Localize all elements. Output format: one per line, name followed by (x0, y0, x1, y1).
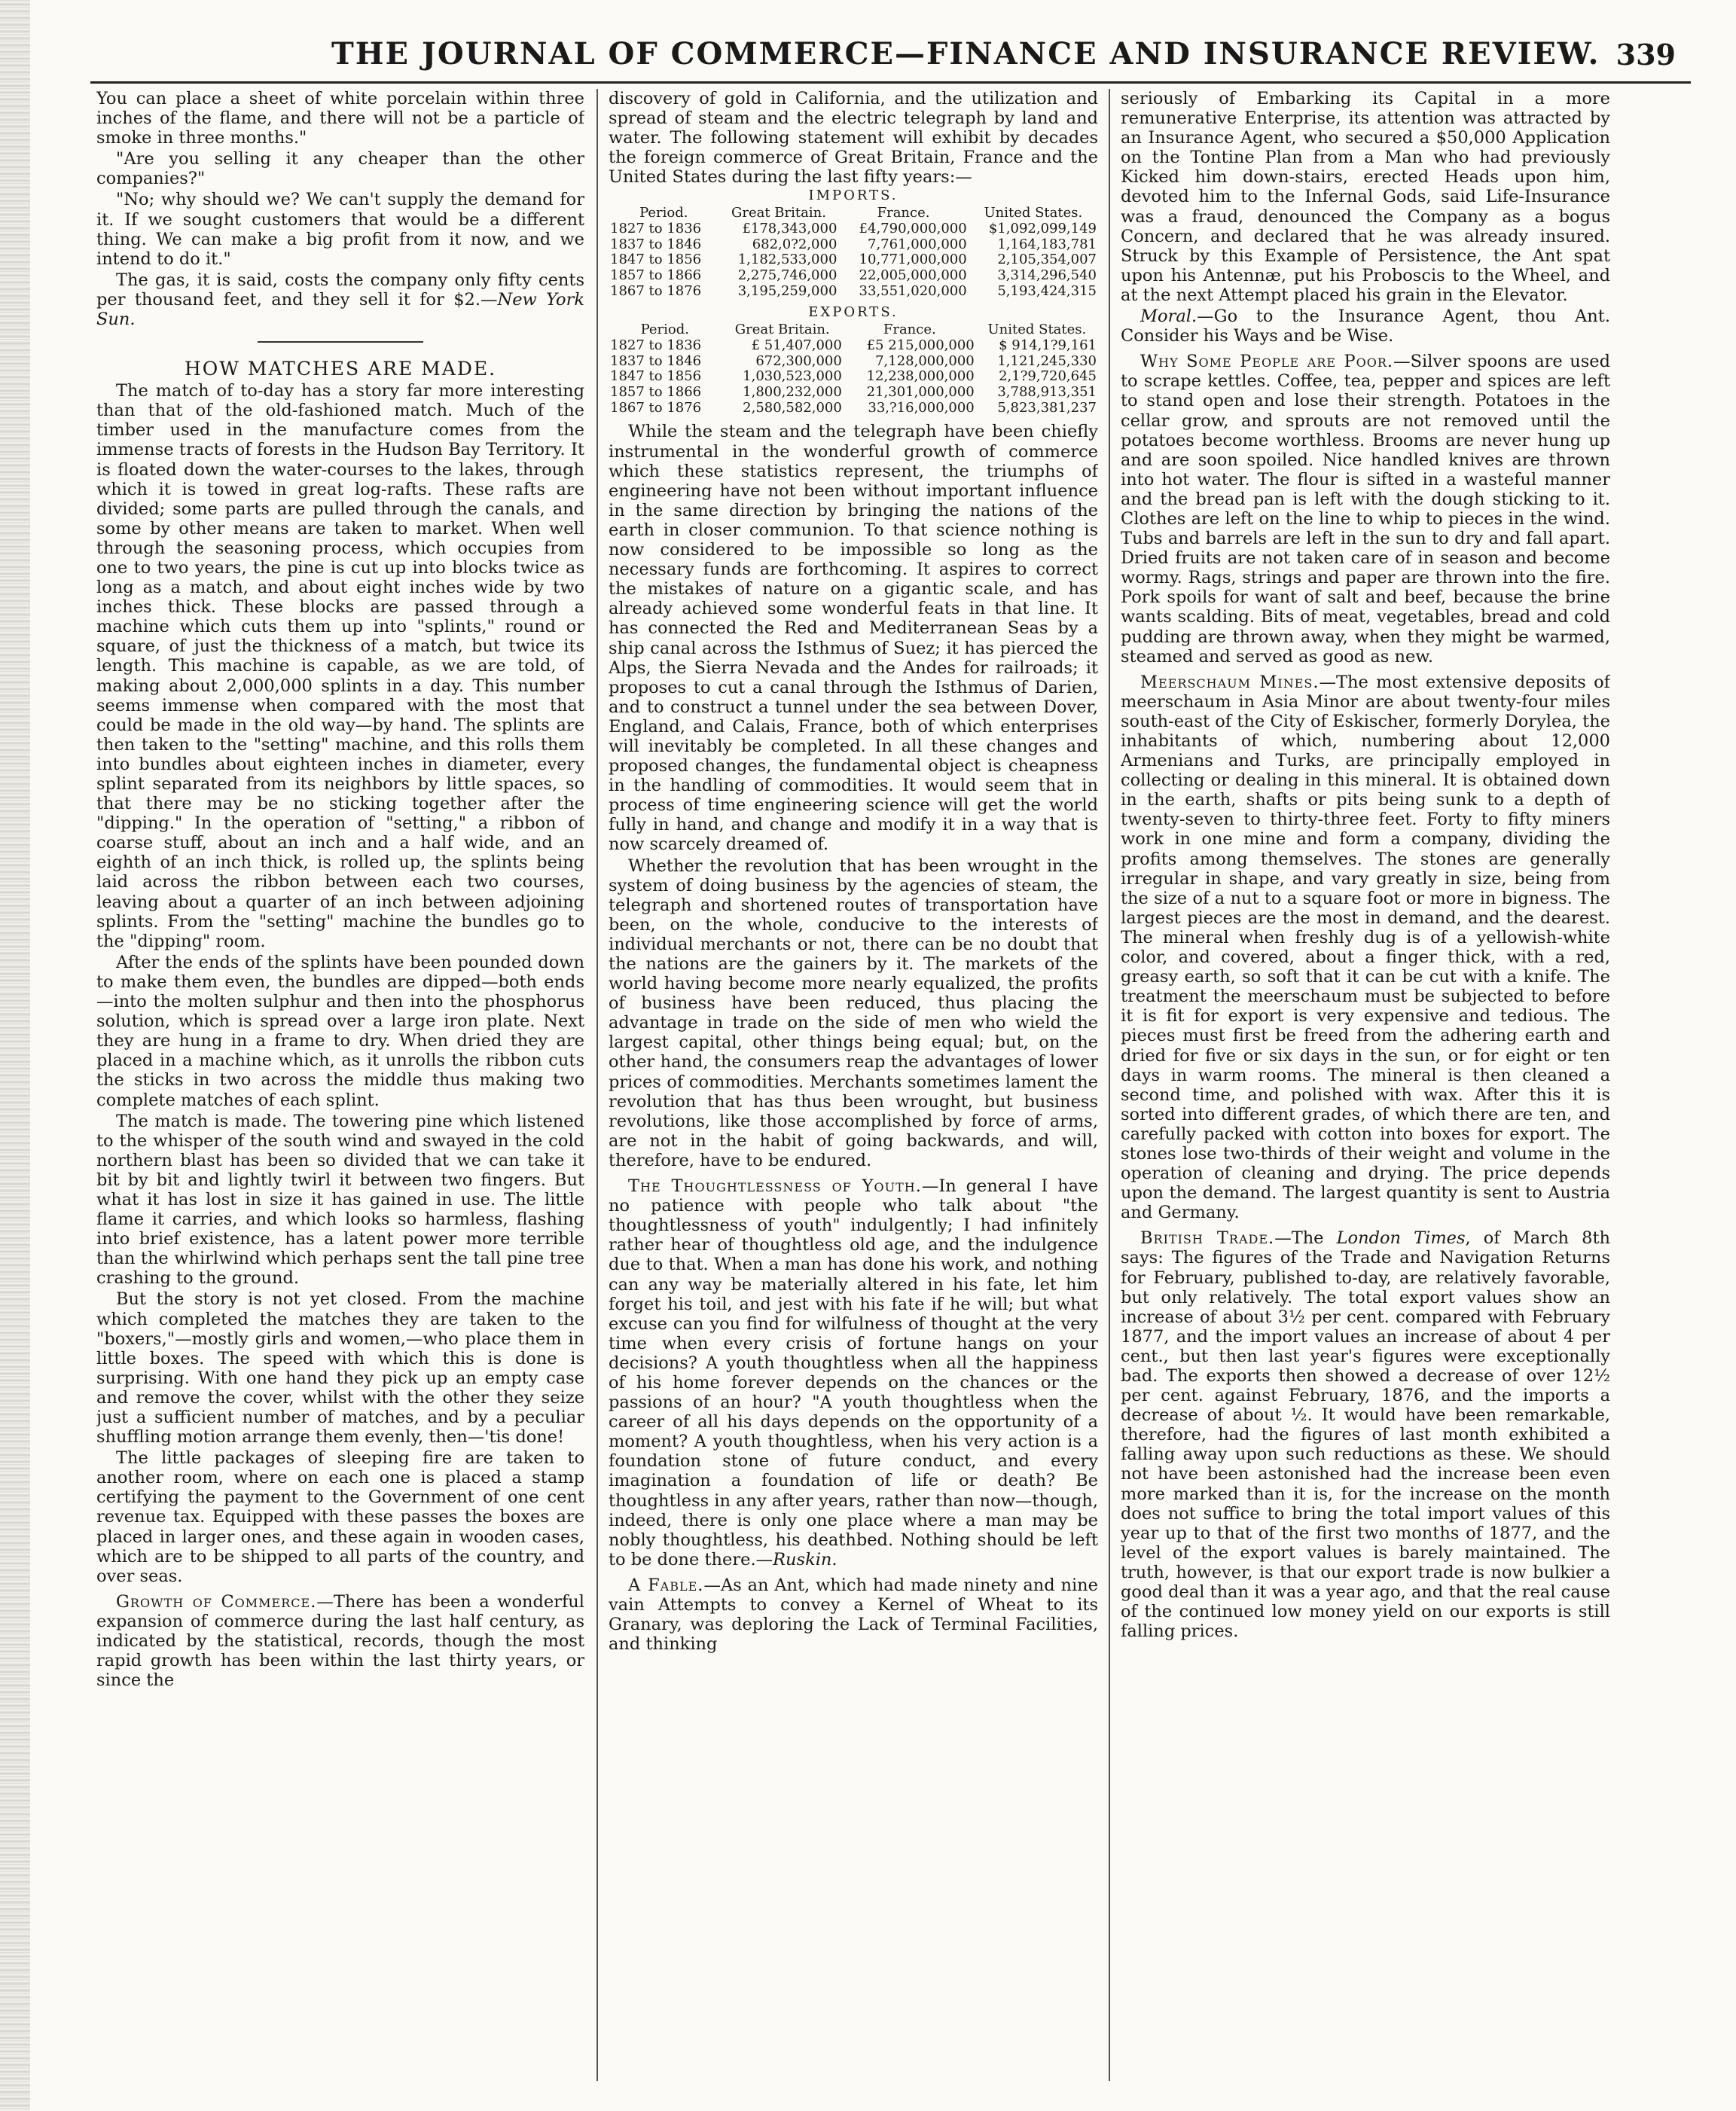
page-number: 339 (1615, 38, 1676, 72)
table-header: France. (877, 205, 930, 221)
poor-lead: Why Some People are Poor. (1140, 352, 1394, 372)
matches-paragraph: But the story is not yet closed. From the machine which completed the matches they are taken to the "boxers,"—mostly girls and women,—who place them in little boxes. The speed with which this is done is surprising. With one hand they pick up an empty case and remove the cover, whilst with the other they seize just a sufficient number of matches, and by a peculiar shuffling motion arrange them evenly, then—'tis done! (96, 1289, 584, 1447)
trade-text: , of March 8th says: The figures of the Trade and Navigation Returns for February, published to-day, are relatively favorable, but only relatively. The total export values show an increase of about 3½ per cent. compared with February 1877, and the import values an increase of about 4 per cent., but then last year's figures were exceptionally bad. The exports then showed a decrease of over 12½ per cent. against February, 1876, and the imports a decrease of about ½. It would have been remarkable, therefore, had the figures of last month exhibited a falling away upon such reductions as these. We should not have been astonished had the increase been even more marked than it is, for the increase on the month does not suffice to bring the total import values of this year up to that of the first two months of 1877, and the level of the export values is barely maintained. The truth, however, is that our export trade is now bulkier a good deal than it was a year ago, and that the real cause of the continued low money yield on our exports is still falling prices. (1121, 1228, 1610, 1642)
table-cell: 1827 to 1836 (610, 337, 702, 354)
table-row (609, 268, 1098, 284)
youth-lead: The Thoughtlessness of Youth. (628, 1176, 922, 1197)
table-cell: 7,128,000,000 (875, 352, 975, 369)
table-header: Great Britain. (731, 205, 826, 221)
poor-text: —Silver spoons are used to scrape kettles. Coffee, tea, pepper and spices are left to stand open and lose their strength. Potatoes in the cellar grow, and sprouts are not removed until the potatoes become worthless. Brooms are never hung up and are soon spoiled. Nice handled knives are thrown into hot water. The flour is sifted in a wasteful manner and the bread pan is left with the dough sticking to it. Clothes are left on the line to whip to pieces in the wind. Tubs and barrels are left in the sun to dry and fall apart. Dried fruits are not taken care of in season and become wormy. Rags, strings and paper are thrown into the fire. Pork spoils for want of salt and beef, because the brine wants scalding. Bits of meat, vegetables, bread and cold pudding are thrown away, when they might be warmed, steamed and served as good as new. (1121, 352, 1610, 667)
table-cell: 2,105,354,007 (997, 252, 1097, 268)
table-cell: $ 914,1?9,161 (999, 337, 1097, 354)
gas-paragraph: "No; why should we? We can't supply the demand for it. If we sought customers that would be a different thing. We can make a big profit from it now, and we intend to do it." (96, 190, 584, 269)
table-cell: 1857 to 1866 (610, 267, 702, 284)
table-cell: 1,121,245,330 (997, 352, 1097, 369)
table-header: Period. (639, 205, 688, 221)
table-cell: 3,195,259,000 (737, 282, 837, 299)
gas-paragraph: "Are you selling it any cheaper than the other companies?" (96, 149, 584, 189)
growth-text: —There has been a wonderful expansion of commerce during the last half century, as indicated by the statistical, records, though the most rapid growth has been within the last thirty years, or since the (96, 1591, 584, 1691)
column-rule-1 (596, 89, 598, 2081)
column-2 (609, 89, 1098, 2088)
table-cell: 2,580,582,000 (743, 399, 842, 416)
table-cell: 5,823,381,237 (997, 399, 1097, 416)
masthead (90, 29, 1691, 84)
matches-heading: HOW MATCHES ARE MADE. (184, 358, 497, 380)
gas-text: The gas, it is said, costs the company only fifty cents per thousand feet, and they sell it for $2.— (96, 270, 584, 310)
table-header: Great Britain. (734, 322, 830, 338)
table-cell: 33,551,020,000 (859, 282, 967, 299)
table-cell: 1847 to 1856 (610, 368, 702, 385)
table-cell: 1847 to 1856 (610, 252, 702, 268)
youth-source: Ruskin. (773, 1549, 837, 1570)
column-rule-2 (1109, 89, 1110, 2081)
growth-paragraph: Whether the revolution that has been wrought in the system of doing business by the agencies of steam, the telegraph and shortened routes of transportation have been, on the whole, conducive to the interests of individual merchants or not, there can be no doubt that the nations are the gainers by it. The markets of the world having become more nearly equalized, the profits of business have been reduced, thus placing the advantage in trade on the side of men who wield the largest capital, other things being equal; but, on the other hand, the consumers reap the advantages of lower prices of commodities. Merchants sometimes lament the revolution that has thus been wrought, but business revolutions, like those accomplished by force of arms, are not in the habit of going backwards, and will, therefore, have to be endured. (609, 856, 1098, 1170)
table-cell: 1837 to 1846 (610, 352, 702, 369)
table-cell: 1827 to 1836 (610, 221, 702, 237)
gas-paragraph: You can place a sheet of white porcelain within three inches of the flame, and there will not be a particle of smoke in three months." (96, 89, 584, 148)
meerschaum-text: —The most extensive deposits of meerschaum in Asia Minor are about twenty-four miles south-east of the City of Eskischer, formerly Dorylea, the inhabitants of which, numbering about 12,000 Armenians and Turks, are principally employed in collecting or dealing in this mineral. It is obtained down in the earth, shafts or pits being sunk to a depth of twenty-seven to thirty-three feet. Forty to fifty miners work in one mine and form a company, dividing the profits among themselves. The stones are generally irregular in shape, and vary greatly in size, being from the size of a nut to a square foot or more in bigness. The largest pieces are the most in demand, and the dearest. The mineral when freshly dug is of a yellowish-white color, and covered, about a finger thick, with a red, greasy earth, so soft that it can be cut with a knife. The treatment the meerschaum must be subjected to before it is fit for export is very expensive and tedious. The pieces must first be freed from the adhering earth and dried for five or six days in the sun, or for eight or ten days in warm rooms. The mineral is then cleaned a second time, and polished with wax. After this it is sorted into different grades, of which there are ten, and carefully packed with cotton into boxes for export. The stones lose two-thirds of their weight and volume in the operation of cleaning and drying. The price depends upon the demand. The largest quantity is sent to Austria and Germany. (1121, 672, 1610, 1223)
moral-paragraph (1121, 307, 1610, 346)
gas-source: New York Sun. (96, 289, 584, 330)
table-cell: 672,300,000 (755, 352, 842, 369)
table-cell: £4,790,000,000 (859, 221, 967, 237)
table-cell: 3,314,296,540 (997, 267, 1097, 284)
table-cell: 682,0?2,000 (752, 236, 837, 252)
table-cell: £5 215,000,000 (866, 337, 975, 354)
trade-lead: British Trade. (1140, 1228, 1275, 1249)
matches-paragraph: The match of to-day has a story far more interesting than that of the old-fashioned match. Much of the timber used in the manufacture comes from the immense tracts of forests in the Hudson Bay Territory. It is floated down the water-courses to the lakes, through which it is towed in great log-rafts. These rafts are divided; some parts are pulled through the canals, and some by other means are taken to market. When well through the seasoning process, which occupies from one to two years, the pine is cut up into blocks twice as long as a match, and about eight inches wide by two inches thick. These blocks are passed through a machine which cuts them up into "splints," round or square, of just the thickness of a match, but twice its length. This machine is capable, as we are told, of making about 2,000,000 splints in a day. This number seems immense when compared with the most that could be made in the old way—by hand. The splints are then taken to the "setting" machine, and this rolls them into bundles about eighteen inches in diameter, every splint separated from its neighbors by little spaces, so that there may be no sticking together after the "dipping." In the operation of "setting," a ribbon of coarse stuff, about an inch and a half wide, and an eighth of an inch thick, is rolled up, the splints being laid across the ribbon between each two courses, leaving about a quarter of an inch between adjoining splints. From the "setting" machine the bundles go to the "dipping" room. (96, 381, 584, 951)
column-3 (1121, 89, 1610, 2088)
table-cell: 1867 to 1876 (610, 399, 702, 416)
youth-paragraph (609, 1176, 1098, 1570)
table-header: Period. (640, 322, 689, 338)
page-binding-edge (0, 0, 30, 2111)
table-row (609, 369, 1098, 385)
table-cell: 5,193,424,315 (997, 282, 1097, 299)
table-cell: 22,005,000,000 (859, 267, 967, 284)
fable-text: —As an Ant, which had made ninety and nine vain Attempts to convey a Kernel of Wheat to its Granary, was deploring the Lack of Terminal Facilities, and thinking (609, 1575, 1098, 1655)
table-cell: 3,788,913,351 (997, 384, 1097, 401)
table-cell: 2,1?9,720,645 (999, 368, 1097, 385)
table-cell: 10,771,000,000 (859, 252, 967, 268)
table-cell: $1,092,099,149 (988, 221, 1097, 237)
table-header: United States. (984, 205, 1083, 221)
matches-paragraph: The little packages of sleeping fire are taken to another room, where on each one is placed a stamp certifying the payment to the Government of one cent revenue tax. Equipped with these passes the boxes are placed in larger ones, and these again in wooden cases, which are to be shipped to all parts of the country, and over seas. (96, 1448, 584, 1586)
table-cell: 1,800,232,000 (743, 384, 842, 401)
imports-label: IMPORTS. (808, 188, 899, 204)
youth-text: —In general I have no patience with people who talk about "the thoughtlessness of youth" indulgently; I had infinitely rather hear of thoughtless old age, and the indulgence due to that. When a man has done his work, and nothing can any way be materially altered in his fate, let him forget his toil, and jest with his fate if he will; but what excuse can you find for wilfulness of thought at the very time when every crisis of fortune hangs on your decisions? A youth thoughtless when all the happiness of his home forever depends on the chances or the passions of an hour? "A youth thoughtless when the career of all his days depends on the opportunity of a moment? A youth thoughtless, when his very action is a foundation stone of future conduct, and every imagination a foundation of life or death? Be thoughtless in any after years, rather than now—though, indeed, there is only one place where a man may be nobly thoughtless, his deathbed. Nothing should be left to be done there.— (609, 1176, 1098, 1570)
table-cell: 1857 to 1866 (610, 384, 702, 401)
table-cell: 2,275,746,000 (737, 267, 837, 284)
poor-paragraph (1121, 352, 1610, 667)
table-row (609, 237, 1098, 253)
meerschaum-paragraph (1121, 673, 1610, 1223)
table-cell: 1,030,523,000 (743, 368, 842, 385)
table-cell: £ 51,407,000 (751, 337, 842, 354)
trade-paragraph (1121, 1228, 1610, 1641)
exports-label: EXPORTS. (808, 304, 899, 321)
table-cell: £178,343,000 (742, 221, 837, 237)
table-row (609, 252, 1098, 268)
matches-paragraph: After the ends of the splints have been pounded down to make them even, the bundles are dipped—both ends—into the molten sulphur and then into the phosphorus solution, which is spread over a large iron plate. Next they are hung in a frame to dry. When dried they are placed in a machine which, as it unrolls the ribbon cuts the sticks in two across the middle thus making two complete matches of each splint. (96, 952, 584, 1110)
trade-text: —The (1274, 1228, 1337, 1249)
gas-paragraph (96, 270, 584, 329)
table-cell: 1837 to 1846 (610, 236, 702, 252)
moral-text: —Go to the Insurance Agent, thou Ant. Consider his Ways and be Wise. (1121, 307, 1610, 346)
growth-paragraph: discovery of gold in California, and the utilization and spread of steam and the electric telegraph by land and water. The following statement will exhibit by decades the foreign commerce of Great Britain, France and the United States during the last fifty years:— (609, 89, 1098, 188)
growth-paragraph (96, 1592, 584, 1690)
exports-table (609, 322, 1098, 416)
table-cell: 1867 to 1876 (610, 282, 702, 299)
journal-title: THE JOURNAL OF COMMERCE—FINANCE AND INSURANCE REVIEW. (331, 36, 1600, 72)
section-divider (258, 341, 423, 343)
fable-paragraph (609, 1576, 1098, 1654)
exports-header-row (609, 322, 1098, 338)
column-1 (96, 89, 584, 2088)
table-cell: 7,761,000,000 (868, 236, 967, 252)
table-cell: 12,238,000,000 (866, 368, 975, 385)
meerschaum-lead: Meerschaum Mines. (1140, 672, 1320, 692)
growth-lead: Growth of Commerce. (116, 1591, 317, 1612)
table-row (609, 284, 1098, 300)
table-header: France. (883, 322, 936, 338)
trade-paper-name: London Times (1336, 1228, 1466, 1249)
fable-paragraph: seriously of Embarking its Capital in a more remunerative Enterprise, its attention was attracted by an Insurance Agent, who secured a $50,000 Application on the Tontine Plan from a Man who had previously Kicked him down-stairs, erected Heads upon him, devoted him to the Infernal Gods, said Life-Insurance was a fraud, denounced the Company as a bogus Concern, and declared that he was already insured. Struck by this Example of Persistence, the Ant spat upon his Antennæ, put his Proboscis to the Wheel, and at the next Attempt placed his grain in the Elevator. (1121, 89, 1610, 305)
matches-paragraph: The match is made. The towering pine which listened to the whisper of the south wind and swayed in the cold northern blast has been so divided that we can take it bit by bit and lightly twirl it between two fingers. But what it has lost in size it has gained in use. The little flame it carries, and which looks so harmless, flashing into brief existence, has a latent power more terrible than the whirlwind which perhaps sent the tall pine tree crashing to the ground. (96, 1111, 584, 1289)
imports-table (609, 206, 1098, 299)
table-cell: 1,182,533,000 (737, 252, 837, 268)
table-cell: 33,?16,000,000 (868, 399, 975, 416)
table-row (609, 221, 1098, 237)
table-header: United States. (987, 322, 1087, 338)
table-row (609, 338, 1098, 354)
moral-lead: Moral. (1140, 307, 1198, 327)
table-row (609, 354, 1098, 370)
growth-paragraph: While the steam and the telegraph have been chiefly instrumental in the wonderful growth of commerce which these statistics represent, the triumphs of engineering have not been without important influence in the same direction by bringing the nations of the earth in closer communion. To that science nothing is now considered to be impossible so long as the necessary funds are forthcoming. It aspires to correct the mistakes of nature on a gigantic scale, and has already achieved some wonderful feats in that line. It has connected the Red and Mediterranean Seas by a ship canal across the Isthmus of Suez; it has pierced the Alps, the Sierra Nevada and the Andes for railroads; it proposes to cut a canal through the Isthmus of Darien, and to construct a tunnel under the sea between Dover, England, and Calais, France, both of which enterprises will inevitably be completed. In all these changes and proposed changes, the fundamental object is cheapness in the handling of commodities. It would seem that in process of time engineering science will get the world fully in hand, and change and modify it in a way that is now scarcely dreamed of. (609, 422, 1098, 855)
fable-lead: A Fable. (628, 1575, 704, 1595)
imports-header-row (609, 206, 1098, 221)
table-row (609, 401, 1098, 416)
table-cell: 1,164,183,781 (997, 236, 1097, 252)
table-row (609, 385, 1098, 401)
table-cell: 21,301,000,000 (866, 384, 975, 401)
